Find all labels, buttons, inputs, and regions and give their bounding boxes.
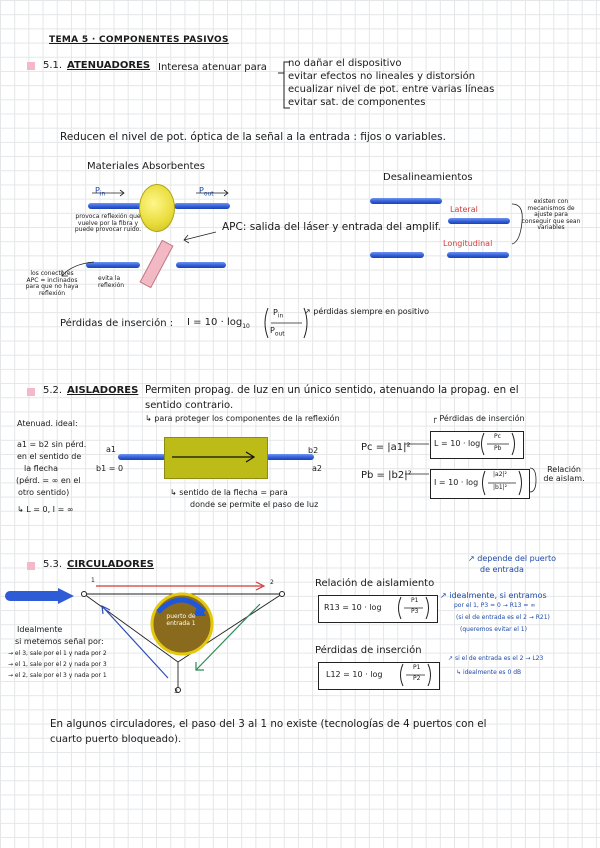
fraction-num: P1 bbox=[413, 664, 421, 671]
fraction-den: $P_{out}$ bbox=[270, 326, 285, 338]
pout-label: $P_{out}$ bbox=[199, 186, 214, 198]
isolation-title: Relación de aislamiento bbox=[315, 578, 435, 589]
misalignment-title: Desalineamientos bbox=[383, 172, 473, 183]
L12-formula: L12 = 10 · log bbox=[326, 670, 383, 679]
isolator-desc: Permiten propag. de luz en un único sentido, atenuando la propag. en el bbox=[145, 384, 519, 396]
insertion-loss-label: Pérdidas de inserción : bbox=[60, 318, 174, 329]
fraction-den: P3 bbox=[411, 608, 419, 615]
I-formula: I = 10 · log bbox=[434, 478, 479, 487]
ideal-line: en el sentido de bbox=[17, 452, 82, 461]
bullet-item: no dañar el dispositivo bbox=[288, 58, 402, 69]
isolator-fiber-in bbox=[118, 454, 166, 460]
ideal-line: → el 2, sale por el 3 y nada por 1 bbox=[8, 672, 107, 679]
section-marker bbox=[27, 562, 35, 570]
ideal-line: otro sentido) bbox=[18, 488, 70, 497]
ideal-note-2: por el 1, P3 = 0 → R13 = ∞ bbox=[454, 602, 536, 609]
port-b2: b2 bbox=[308, 446, 319, 455]
connector-note: los conectores APC = inclinados para que no haya reflexión bbox=[25, 270, 79, 297]
isolator-desc-2: sentido contrario. bbox=[145, 400, 234, 411]
insertion-note: ↗ si el de entrada es el 2 → L23 bbox=[448, 655, 544, 662]
ideal-note-3: (si el de entrada es el 2 → R21) bbox=[456, 614, 550, 621]
direction-arrow-icon bbox=[170, 447, 260, 467]
isolator-purpose: ↳ para proteger los componentes de la reflexión bbox=[145, 414, 340, 423]
section-number: 5.1. bbox=[43, 60, 63, 71]
arrow-icon bbox=[194, 187, 234, 207]
avoid-note: evita la reflexión bbox=[98, 275, 125, 289]
reflection-note: provoca reflexión que vuelve por la fibra y puede provocar ruido. bbox=[74, 213, 142, 234]
arrow-icon bbox=[178, 230, 218, 250]
misalignment-note: existen con mecanismos de ajuste para conseguir que sean variables bbox=[521, 198, 581, 232]
insertion-formula: $I = 10 \cdot \log_{10}$ bbox=[187, 317, 250, 330]
fiber-lat-a bbox=[370, 198, 442, 204]
insertion-loss-note: ┌ Pérdidas de inserción bbox=[432, 414, 525, 423]
ideal-title: Idealmente bbox=[17, 625, 63, 634]
fraction-num: |a2|² bbox=[493, 471, 507, 478]
arrow-note-2: donde se permite el paso de luz bbox=[190, 500, 319, 509]
fraction-num: $P_{in}$ bbox=[273, 308, 284, 320]
ideal-line: ↳ L = 0, I = ∞ bbox=[17, 505, 74, 514]
ideal-line: → el 3, sale por el 1 y nada por 2 bbox=[8, 650, 107, 657]
section-number: 5.3. bbox=[43, 559, 63, 570]
page-title: TEMA 5 · COMPONENTES PASIVOS bbox=[49, 35, 229, 45]
section-heading: AISLADORES bbox=[67, 385, 139, 396]
section-number: 5.2. bbox=[43, 385, 63, 396]
depends-note-2: de entrada bbox=[480, 565, 524, 574]
ideal-note: ↗ idealmente, si entramos bbox=[440, 591, 547, 600]
fiber-long-a bbox=[370, 252, 424, 258]
ideal-line: → el 1, sale por el 2 y nada por 3 bbox=[8, 661, 107, 668]
port-b1: b1 = 0 bbox=[96, 464, 124, 473]
arrow-icon bbox=[58, 256, 98, 286]
section-marker bbox=[27, 62, 35, 70]
L-formula: L = 10 · log bbox=[434, 439, 481, 448]
fiber-out-2 bbox=[176, 262, 226, 268]
ideal-note-4: (queremos evitar el 1) bbox=[460, 626, 527, 633]
ideal-line: si metemos señal por: bbox=[15, 637, 104, 646]
final-note: En algunos circuladores, el paso del 3 al 1 no existe (tecnologías de 4 puertos con el bbox=[50, 718, 487, 730]
fraction-den: |b1|² bbox=[493, 484, 508, 491]
section-marker bbox=[27, 388, 35, 396]
section-heading: ATENUADORES bbox=[67, 60, 151, 71]
ideal-line: a1 = b2 sin pérd. bbox=[17, 440, 87, 449]
positive-loss-note: ↗ pérdidas siempre en positivo bbox=[304, 307, 430, 316]
apc-note: APC: salida del láser y entrada del amplif. bbox=[222, 221, 441, 233]
center-port-label: puerto de entrada 1 bbox=[166, 613, 196, 627]
final-note-2: cuarto puerto bloqueado). bbox=[50, 734, 182, 745]
arrow-note: ↳ sentido de la flecha = para bbox=[170, 488, 288, 497]
port-2-label: 2 bbox=[270, 579, 274, 586]
isolator-fiber-out bbox=[266, 454, 314, 460]
port-a2: a2 bbox=[312, 464, 322, 473]
arrow-icon bbox=[90, 187, 130, 207]
section-heading: CIRCULADORES bbox=[67, 559, 154, 570]
isolation-note: Relación de aislam. bbox=[543, 465, 585, 484]
bullet-item: ecualizar nivel de pot. entre varias líneas bbox=[288, 84, 495, 95]
pc-formula: Pc = |a1|² bbox=[361, 442, 411, 453]
port-a1: a1 bbox=[106, 445, 116, 454]
bullet-item: evitar efectos no lineales y distorsión bbox=[288, 71, 476, 82]
pb-formula: Pb = |b2|² bbox=[361, 470, 412, 481]
longitudinal-label: Longitudinal bbox=[443, 239, 493, 248]
R13-formula: R13 = 10 · log bbox=[324, 603, 382, 612]
fiber-long-b bbox=[447, 252, 509, 258]
materials-title: Materiales Absorbentes bbox=[87, 161, 205, 172]
depends-note: ↗ depende del puerto bbox=[468, 554, 557, 563]
port-3-label: 3 bbox=[174, 688, 178, 695]
intro-text: Interesa atenuar para bbox=[158, 62, 267, 73]
bracket-icon bbox=[528, 466, 542, 496]
ideal-line: (pérd. = ∞ en el bbox=[16, 476, 81, 485]
fraction-den: Pb bbox=[494, 445, 502, 452]
lateral-label: Lateral bbox=[450, 205, 478, 214]
ideal-line: Atenuad. ideal: bbox=[17, 419, 78, 428]
port-1-label: 1 bbox=[91, 577, 95, 584]
fraction-num: P1 bbox=[411, 597, 419, 604]
fiber-lat-b bbox=[448, 218, 510, 224]
fraction-num: Pc bbox=[494, 433, 501, 440]
ideal-line: la flecha bbox=[24, 464, 58, 473]
fraction-den: P2 bbox=[413, 675, 421, 682]
insertion-note-2: ↳ idealmente es 0 dB bbox=[456, 669, 522, 676]
bullet-item: evitar sat. de componentes bbox=[288, 97, 426, 108]
angled-connector bbox=[139, 240, 173, 288]
pin-label: $P_{in}$ bbox=[95, 186, 106, 198]
insertion-loss-title: Pérdidas de inserción bbox=[315, 645, 422, 656]
reduce-text: Reducen el nivel de pot. óptica de la señal a la entrada : fijos o variables. bbox=[60, 131, 446, 143]
